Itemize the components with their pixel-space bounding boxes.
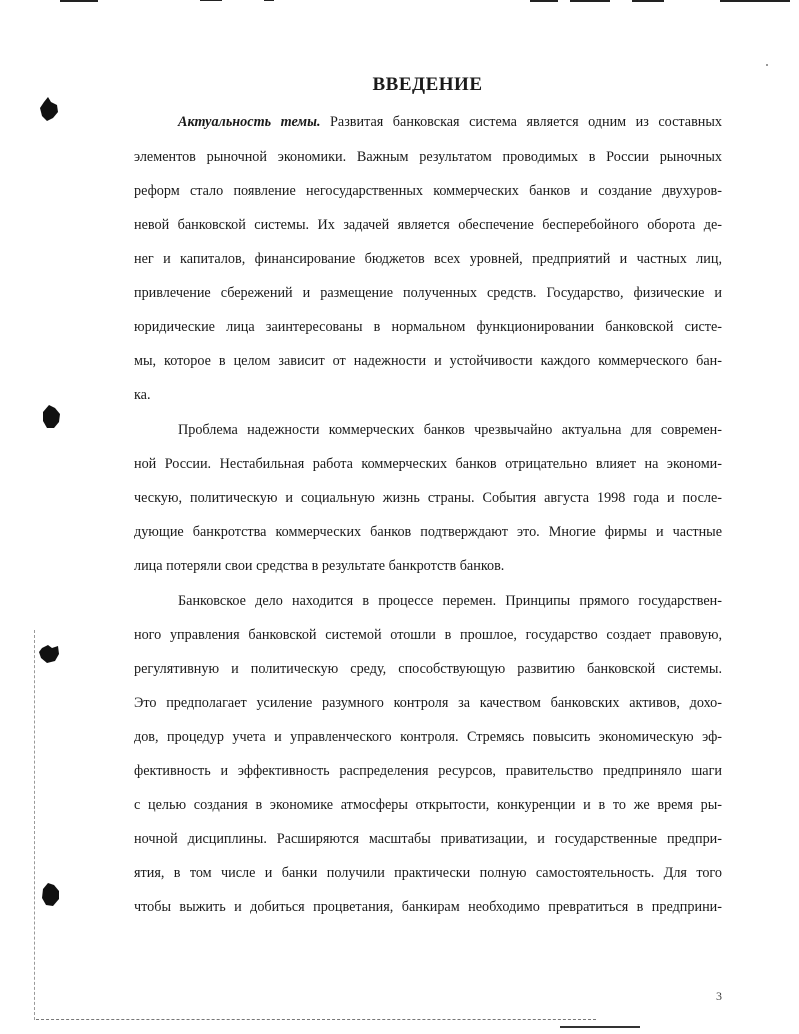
text-line: реформ стало появление негосударственных коммерческих банков и создание двухуров- [134,183,722,199]
text-line: привлечение сбережений и размещение полученных средств. Государство, физические и [134,285,722,301]
scan-artifact [530,0,558,2]
text-line: чтобы выжить и добиться процветания, банкирам необходимо превратиться в предприни- [134,899,722,915]
scan-artifact [560,1026,640,1028]
text-line: дов, процедур учета и управленческого контроля. Стремясь повысить экономическую эф- [134,729,722,745]
text-line: Проблема надежности коммерческих банков чрезвычайно актуальна для современ- [178,422,722,438]
text-line: Актуальность темы. Развитая банковская система является одним из составных [178,114,722,130]
text-line: элементов рыночной экономики. Важным результатом проводимых в России рыночных [134,149,722,165]
scan-edge-line [34,630,35,1020]
punch-hole-mark [38,96,60,122]
text-line: с целью создания в экономике атмосферы открытости, конкуренции и в то же время ры- [134,797,722,813]
text-line: юридические лица заинтересованы в нормальном функционировании банковской систе- [134,319,722,335]
text-line: ятия, в том числе и банки получили практически полную самостоятельность. Для того [134,865,722,881]
scan-artifact [60,0,98,2]
text-line: фективность и эффективность распределения ресурсов, правительство предприняло шаги [134,763,722,779]
text-line: ка. [134,387,151,403]
text-line: Банковское дело находится в процессе перемен. Принципы прямого государствен- [178,593,722,609]
text-line: невой банковской системы. Их задачей является обеспечение бесперебойного оборота де- [134,217,722,233]
scan-artifact [720,0,790,2]
punch-hole-mark [38,642,60,668]
scan-artifact [570,0,610,2]
text-line: регулятивную и политическую среду, способствующую развитию банковской системы. [134,661,722,677]
scan-artifact [632,0,664,2]
text-line: Это предполагает усиление разумного контроля за качеством банковских активов, дохо- [134,695,722,711]
text-line: нег и капиталов, финансирование бюджетов всех уровней, предприятий и частных лиц, [134,251,722,267]
text-line: лица потеряли свои средства в результате банкротств банков. [134,558,505,574]
text-line: ного управления банковской системой отошли в прошлое, государство создает правовую, [134,627,722,643]
scan-artifact [264,0,274,1]
scan-artifact [766,64,768,66]
text-line: ночной дисциплины. Расширяются масштабы приватизации, и государственные предпри- [134,831,722,847]
text-line: дующие банкротства коммерческих банков подтверждают это. Многие фирмы и частные [134,524,722,540]
text-line: мы, которое в целом зависит от надежности и устойчивости каждого коммерческого бан- [134,353,722,369]
lead-phrase: Актуальность темы. [178,114,321,130]
punch-hole-mark [40,404,62,430]
page-number: 3 [716,989,722,1003]
section-title: ВВЕДЕНИЕ [372,74,483,95]
text-line: ческую, политическую и социальную жизнь страны. События августа 1998 года и после- [134,490,722,506]
punch-hole-mark [40,882,62,908]
scan-edge-line [36,1019,596,1020]
scan-artifact [200,0,222,1]
text-line: ной России. Нестабильная работа коммерческих банков отрицательно влияет на экономи- [134,456,722,472]
